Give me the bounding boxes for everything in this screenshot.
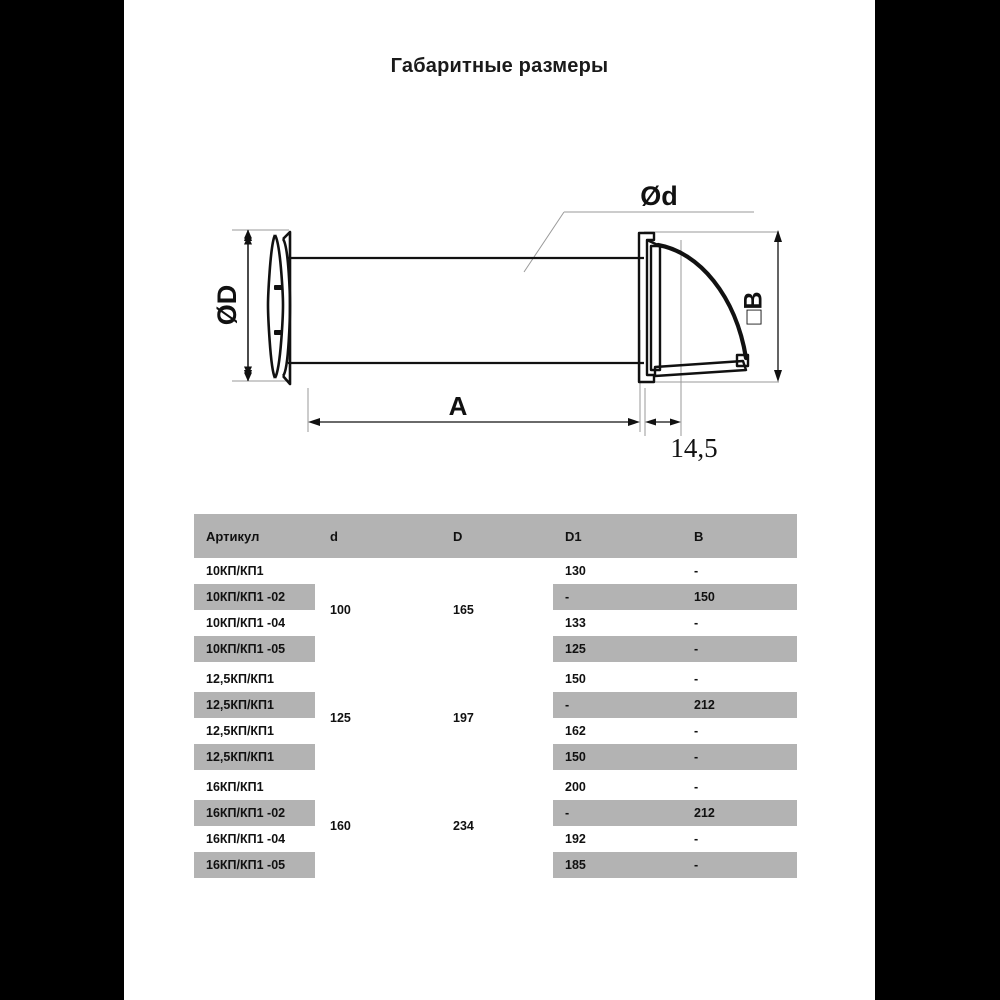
row-shade-right [553, 800, 797, 826]
cell-b: - [694, 750, 699, 764]
row-shade-right [553, 744, 797, 770]
label-grille-depth: 14,5 [670, 433, 718, 463]
cell-d1: 125 [565, 642, 586, 656]
cell-b: - [694, 672, 699, 686]
left-flange [268, 232, 290, 384]
cell-article: 10КП/КП1 -04 [206, 616, 286, 630]
arrow-left-depth [645, 419, 656, 426]
cell-article: 16КП/КП1 -02 [206, 806, 286, 820]
row-shade-right [553, 584, 797, 610]
page-title: Габаритные размеры [390, 55, 609, 77]
cell-d1: - [565, 806, 570, 820]
cell-b: - [694, 780, 699, 794]
grille-hood [639, 233, 748, 382]
cell-b: 212 [694, 806, 715, 820]
cell-article: 12,5КП/КП1 [206, 672, 274, 686]
cell-D-merged: 197 [453, 711, 474, 725]
extension-lines [232, 212, 779, 436]
left-black-border [0, 0, 124, 1000]
cell-D-merged: 234 [453, 819, 474, 833]
technical-drawing [124, 0, 875, 500]
cell-d-merged: 160 [330, 819, 351, 833]
cell-b: - [694, 832, 699, 846]
cell-d1: 150 [565, 750, 586, 764]
cell-d1: 192 [565, 832, 586, 846]
cell-b: - [694, 564, 699, 578]
cell-b: - [694, 642, 699, 656]
cell-d-merged: 125 [330, 711, 351, 725]
table-group [194, 774, 797, 878]
cell-article: 16КП/КП1 -04 [206, 832, 286, 846]
label-grille-size: □B [739, 291, 768, 325]
cell-b: - [694, 858, 699, 872]
cell-b: 212 [694, 698, 715, 712]
cell-article: 16КП/КП1 -05 [206, 858, 286, 872]
arrow-right-a [628, 418, 640, 426]
cell-article: 10КП/КП1 [206, 564, 264, 578]
column-header-d: d [330, 528, 338, 544]
table-group [194, 666, 797, 770]
cell-d1: 162 [565, 724, 586, 738]
column-header-D: D [453, 528, 463, 544]
cell-article: 12,5КП/КП1 [206, 724, 274, 738]
assembly-section-view [124, 0, 875, 500]
cell-article: 12,5КП/КП1 [206, 698, 274, 712]
arrow-down-od [244, 370, 252, 381]
arrow-right-depth [670, 419, 681, 426]
document-sheet [124, 0, 875, 1000]
cell-D-merged: 165 [453, 603, 474, 617]
cell-article: 10КП/КП1 -05 [206, 642, 286, 656]
cell-d1: - [565, 698, 570, 712]
cell-b: - [694, 724, 699, 738]
column-header-D1: D1 [565, 528, 582, 544]
table-header-row [194, 514, 797, 558]
table-group [194, 558, 797, 662]
cell-d-merged: 100 [330, 603, 351, 617]
row-shade-right [553, 852, 797, 878]
row-shade-right [553, 692, 797, 718]
cell-article: 12,5КП/КП1 [206, 750, 274, 764]
right-black-border [875, 0, 1000, 1000]
label-length-a: A [448, 391, 468, 421]
cell-d1: 185 [565, 858, 586, 872]
cell-d1: 130 [565, 564, 586, 578]
cell-b: - [694, 616, 699, 630]
table-body [194, 558, 797, 878]
arrow-left-a [308, 418, 320, 426]
column-header-article: Артикул [206, 528, 260, 544]
label-outer-diameter: ØD [212, 284, 243, 326]
arrow-up-od [244, 230, 252, 241]
cell-d1: 200 [565, 780, 586, 794]
column-header-B: B [694, 528, 704, 544]
cell-d1: 150 [565, 672, 586, 686]
cell-article: 10КП/КП1 -02 [206, 590, 286, 604]
cell-d1: 133 [565, 616, 586, 630]
arrow-down-b [774, 370, 782, 382]
cell-article: 16КП/КП1 [206, 780, 264, 794]
label-inner-diameter: Ød [640, 181, 678, 211]
specification-table [194, 514, 797, 878]
row-shade-right [553, 636, 797, 662]
cell-b: 150 [694, 590, 715, 604]
cell-d1: - [565, 590, 570, 604]
duct-body [288, 258, 644, 363]
